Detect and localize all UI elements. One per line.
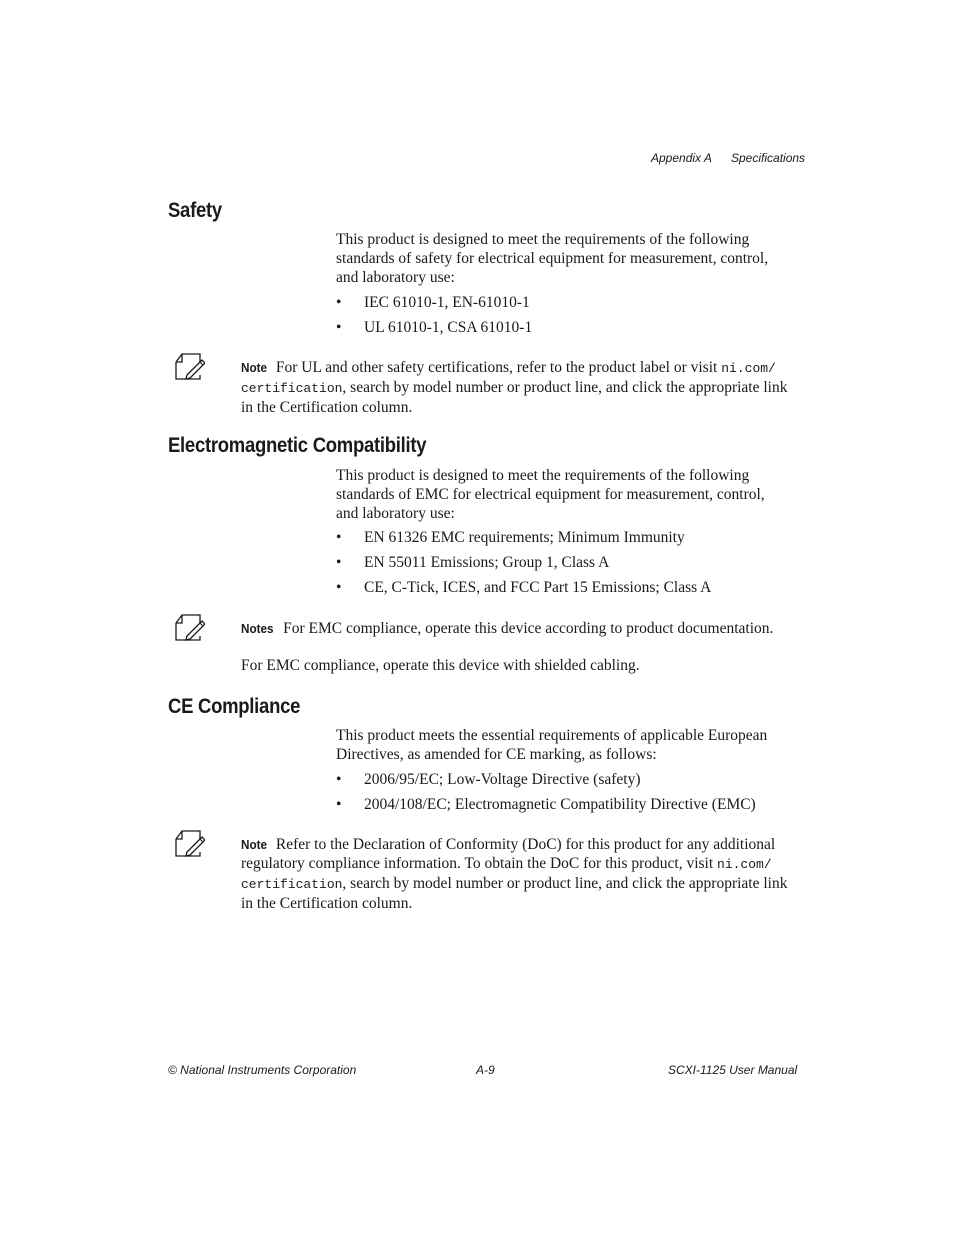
header-appendix: Appendix A	[651, 151, 712, 165]
notes-label: Notes	[241, 621, 274, 636]
safety-note: Note For UL and other safety certifications, refer to the product label or visit ni.com/ certification, search by model number or product line, and click the appropriate link in the Certification column.	[241, 359, 788, 416]
note-pencil-icon	[175, 353, 205, 381]
ce-note: Note Refer to the Declaration of Conformity (DoC) for this product for any additional regulatory compliance information. To obtain the DoC for this product, visit ni.com/ certification, search by model number or product line, and click the appropriate link in the Certification column.	[241, 836, 788, 912]
list-item: • CE, C-Tick, ICES, and FCC Part 15 Emissions; Class A	[336, 579, 712, 596]
footer-page-number: A-9	[476, 1063, 495, 1077]
list-item: • 2004/108/EC; Electromagnetic Compatibility Directive (EMC)	[336, 796, 756, 813]
footer-manual-title: SCXI-1125 User Manual	[668, 1063, 798, 1077]
list-item: • IEC 61010-1, EN-61010-1	[336, 294, 530, 311]
section-heading-emc: Electromagnetic Compatibility	[168, 434, 427, 457]
note-pencil-icon	[175, 614, 205, 642]
list-item: • EN 61326 EMC requirements; Minimum Immunity	[336, 529, 685, 546]
list-item: • EN 55011 Emissions; Group 1, Class A	[336, 554, 610, 571]
header-chapter: Specifications	[731, 151, 806, 165]
ce-paragraph: This product meets the essential requirements of applicable European Directives, as amended for CE marking, as follows:	[336, 727, 768, 763]
emc-notes-second: For EMC compliance, operate this device with shielded cabling.	[241, 657, 640, 674]
section-heading-ce: CE Compliance	[168, 695, 301, 718]
section-heading-safety: Safety	[168, 199, 222, 222]
note-pencil-icon	[175, 830, 205, 858]
note-label: Note	[241, 360, 268, 375]
emc-notes: Notes For EMC compliance, operate this device according to product documentation.	[241, 620, 774, 637]
note-label: Note	[241, 837, 268, 852]
list-item: • UL 61010-1, CSA 61010-1	[336, 319, 533, 336]
list-item: • 2006/95/EC; Low-Voltage Directive (safety)	[336, 771, 641, 788]
emc-paragraph: This product is designed to meet the requirements of the following standards of EMC for electrical equipment for measurement, control, and laboratory use:	[336, 467, 765, 522]
footer-copyright: © National Instruments Corporation	[168, 1063, 357, 1077]
safety-paragraph: This product is designed to meet the requirements of the following standards of safety for electrical equipment for measurement, control, and laboratory use:	[336, 231, 769, 286]
